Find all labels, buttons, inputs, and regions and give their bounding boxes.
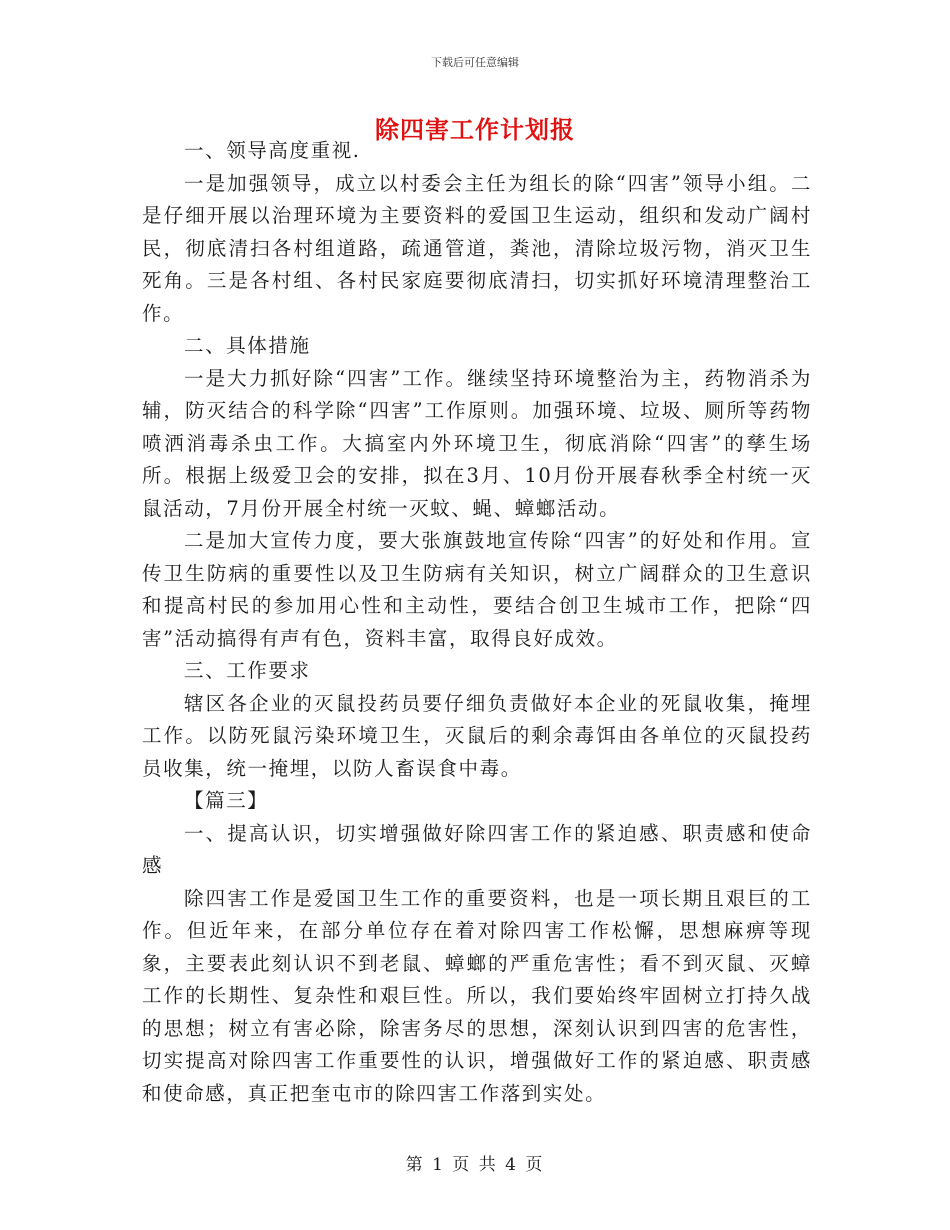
paragraph-leadership: 一是加强领导，成立以村委会主任为组长的除“四害”领导小组。二是仔细开展以治理环境为主要资料的爱国卫生运动，组织和发动广阔村民，彻底清扫各村组道路，疏通管道，粪池，清除垃圾污物，消灭卫生死角。三是各村组、各村民家庭要彻底清扫，切实抓好环境清理整治工作。 bbox=[142, 171, 812, 325]
section-heading-2: 二、具体措施 bbox=[184, 334, 311, 357]
section-heading-1: 一、领导高度重视. bbox=[184, 139, 361, 162]
paragraph-measures-1: 一是大力抓好除“四害”工作。继续坚持环境整治为主，药物消杀为辅，防灭结合的科学除“四害”工作原则。加强环境、垃圾、厕所等药物喷洒消毒杀虫工作。大搞室内外环境卫生，彻底消除“四害”的孳生场所。根据上级爱卫会的安排，拟在3月、10月份开展春秋季全村统一灭鼠活动，7月份开展全村统一灭蚊、蝇、蟑螂活动。 bbox=[142, 366, 812, 520]
document-body bbox=[142, 135, 812, 1110]
paragraph-measures-2: 二是加大宣传力度，要大张旗鼓地宣传除“四害”的好处和作用。宣传卫生防病的重要性以及卫生防病有关知识，树立广阔群众的卫生意识和提高村民的参加用心性和主动性，要结合创卫生城市工作，把除“四害”活动搞得有声有色，资料丰富，取得良好成效。 bbox=[142, 529, 812, 650]
section-heading-awareness: 一、提高认识，切实增强做好除四害工作的紧迫感、职责感和使命感 bbox=[142, 821, 812, 877]
header-note: 下载后可任意编辑 bbox=[431, 56, 519, 69]
paragraph-awareness: 除四害工作是爱国卫生工作的重要资料，也是一项长期且艰巨的工作。但近年来，在部分单位存在着对除四害工作松懈，思想麻痹等现象，主要表此刻认识不到老鼠、蟑螂的严重危害性；看不到灭鼠、灭蟑工作的长期性、复杂性和艰巨性。所以，我们要始终牢固树立打持久战的思想；树立有害必除，除害务尽的思想，深刻认识到四害的危害性，切实提高对除四害工作重要性的认识，增强做好工作的紧迫感、职责感和使命感，真正把奎屯市的除四害工作落到实处。 bbox=[142, 886, 812, 1105]
section-heading-3: 三、工作要求 bbox=[184, 659, 311, 682]
document-title: 除四害工作计划报 bbox=[375, 115, 575, 144]
chapter-marker: 【篇三】 bbox=[184, 789, 269, 812]
page-number-footer: 第 1 页 共 4 页 bbox=[405, 1155, 545, 1175]
paragraph-requirements: 辖区各企业的灭鼠投药员要仔细负责做好本企业的死鼠收集，掩埋工作。以防死鼠污染环境卫生，灭鼠后的剩余毒饵由各单位的灭鼠投药员收集，统一掩埋，以防人畜误食中毒。 bbox=[142, 691, 812, 780]
